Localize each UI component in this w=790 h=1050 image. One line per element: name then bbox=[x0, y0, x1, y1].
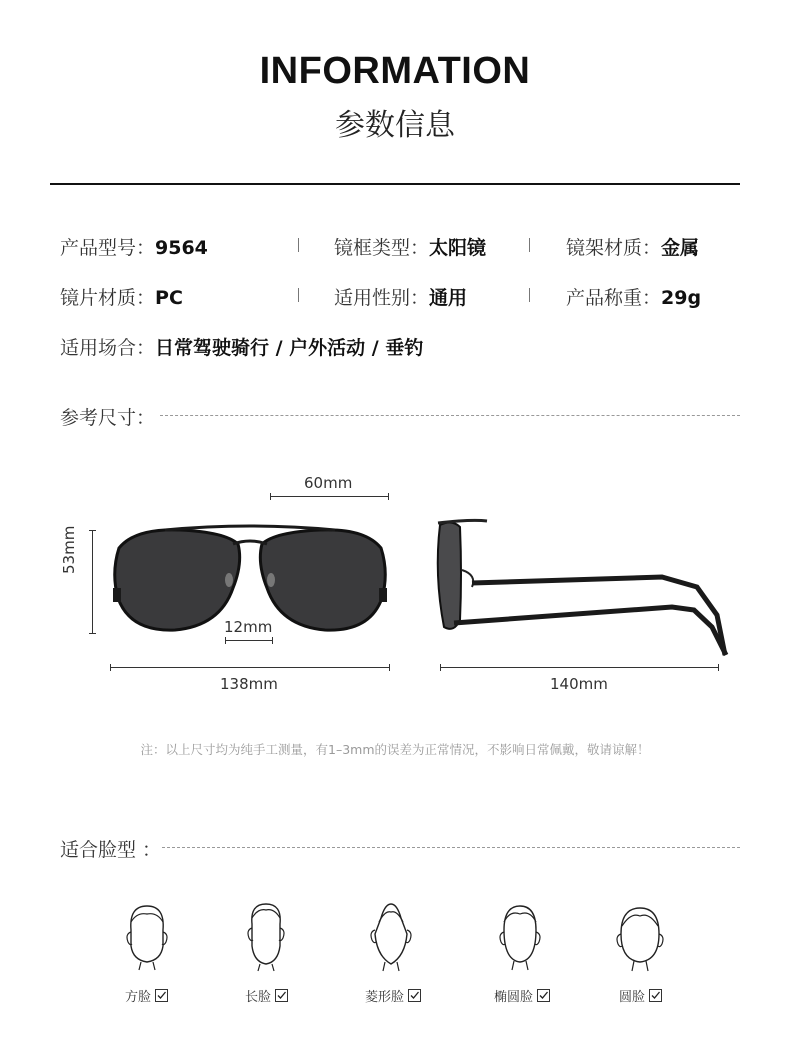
left-lens bbox=[115, 530, 240, 630]
spec-label: 镜架材质： bbox=[566, 237, 662, 259]
checkbox-checked-icon[interactable] bbox=[275, 989, 288, 1002]
dim-lens-height-label: 53mm bbox=[60, 525, 78, 574]
dim-tick bbox=[110, 664, 111, 671]
size-section-dashed-line bbox=[160, 415, 740, 416]
checkbox-checked-icon[interactable] bbox=[537, 989, 550, 1002]
hinge-left bbox=[113, 588, 121, 602]
side-nose-pad bbox=[462, 570, 473, 587]
title-english: INFORMATION bbox=[259, 50, 531, 92]
spec-separator bbox=[529, 288, 530, 302]
dim-bridge-line bbox=[225, 640, 273, 641]
spec-value: 9564 bbox=[155, 237, 208, 259]
dim-lens-width-line bbox=[270, 496, 389, 497]
nose-pad-right bbox=[267, 573, 275, 587]
dim-tick bbox=[389, 664, 390, 671]
dim-tick bbox=[225, 637, 226, 644]
face-option-label: 圆脸 bbox=[619, 990, 646, 1005]
right-lens bbox=[260, 530, 385, 630]
spec-separator bbox=[298, 288, 299, 302]
checkbox-checked-icon[interactable] bbox=[408, 989, 421, 1002]
dim-lens-height-line bbox=[92, 530, 93, 634]
spec-value: PC bbox=[155, 287, 183, 309]
dim-temple-length-line bbox=[440, 667, 719, 668]
checkbox-checked-icon[interactable] bbox=[649, 989, 662, 1002]
spec-label: 镜片材质： bbox=[60, 287, 156, 309]
side-lens bbox=[438, 522, 461, 628]
dim-tick bbox=[718, 664, 719, 671]
checkbox-checked-icon[interactable] bbox=[155, 989, 168, 1002]
face-option-label: 方脸 bbox=[125, 990, 152, 1005]
measurement-note: 注：以上尺寸均为纯手工测量，有1–3mm的误差为正常情况，不影响日常佩戴，敬请谅解！ bbox=[140, 742, 650, 757]
dim-frame-width-line bbox=[110, 667, 390, 668]
face-option-label: 菱形脸 bbox=[365, 990, 405, 1005]
dim-tick bbox=[440, 664, 441, 671]
glasses-side-view bbox=[432, 515, 732, 660]
bridge bbox=[233, 541, 267, 544]
square-face-icon bbox=[121, 902, 173, 972]
spec-weight bbox=[566, 283, 701, 310]
header-divider bbox=[50, 183, 740, 185]
spec-separator bbox=[298, 238, 299, 252]
dim-tick bbox=[388, 493, 389, 500]
spec-label: 产品称重： bbox=[566, 287, 662, 309]
hinge-right bbox=[379, 588, 387, 602]
lower-temple bbox=[454, 607, 726, 655]
dim-tick bbox=[89, 633, 96, 634]
spec-lens-material bbox=[60, 283, 183, 310]
dim-tick bbox=[272, 637, 273, 644]
long-face-icon bbox=[240, 900, 292, 972]
spec-value: 金属 bbox=[661, 237, 700, 259]
spec-label: 适用场合： bbox=[60, 337, 156, 359]
face-option-long[interactable] bbox=[245, 986, 288, 1005]
oval-face-icon bbox=[494, 902, 546, 972]
spec-label: 镜框类型： bbox=[334, 237, 430, 259]
nose-pad-left bbox=[225, 573, 233, 587]
spec-value: 太阳镜 bbox=[429, 237, 487, 259]
spec-value: 日常驾驶骑行 / 户外活动 / 垂钓 bbox=[155, 337, 424, 359]
dim-tick bbox=[270, 493, 271, 500]
dim-temple-length-label: 140mm bbox=[550, 675, 608, 693]
face-option-oval[interactable] bbox=[494, 986, 550, 1005]
spec-label: 产品型号： bbox=[60, 237, 156, 259]
face-option-round[interactable] bbox=[619, 986, 662, 1005]
face-option-label: 长脸 bbox=[245, 990, 272, 1005]
spec-frame-type bbox=[334, 233, 486, 260]
spec-model bbox=[60, 233, 208, 260]
face-option-label: 椭圆脸 bbox=[494, 990, 534, 1005]
size-section-label: 参考尺寸： bbox=[60, 407, 156, 429]
spec-separator bbox=[529, 238, 530, 252]
dim-bridge-label: 12mm bbox=[224, 618, 273, 636]
dim-frame-width-label: 138mm bbox=[220, 675, 278, 693]
diamond-face-icon bbox=[365, 900, 417, 972]
spec-value: 通用 bbox=[429, 287, 468, 309]
dim-lens-width-label: 60mm bbox=[304, 474, 353, 492]
face-section-dashed-line bbox=[162, 847, 740, 848]
side-top-frame bbox=[438, 520, 487, 523]
spec-occasion bbox=[60, 333, 423, 360]
upper-temple bbox=[472, 577, 725, 655]
dim-tick bbox=[89, 530, 96, 531]
round-face-icon bbox=[613, 904, 667, 972]
spec-frame-material bbox=[566, 233, 699, 260]
face-option-diamond[interactable] bbox=[365, 986, 421, 1005]
top-brow-bar bbox=[165, 526, 335, 530]
face-section-label: 适合脸型 ： bbox=[60, 839, 162, 861]
face-option-square[interactable] bbox=[125, 986, 168, 1005]
spec-label: 适用性别： bbox=[334, 287, 430, 309]
spec-gender bbox=[334, 283, 467, 310]
spec-value: 29g bbox=[661, 287, 702, 309]
title-chinese: 参数信息 bbox=[335, 108, 455, 143]
